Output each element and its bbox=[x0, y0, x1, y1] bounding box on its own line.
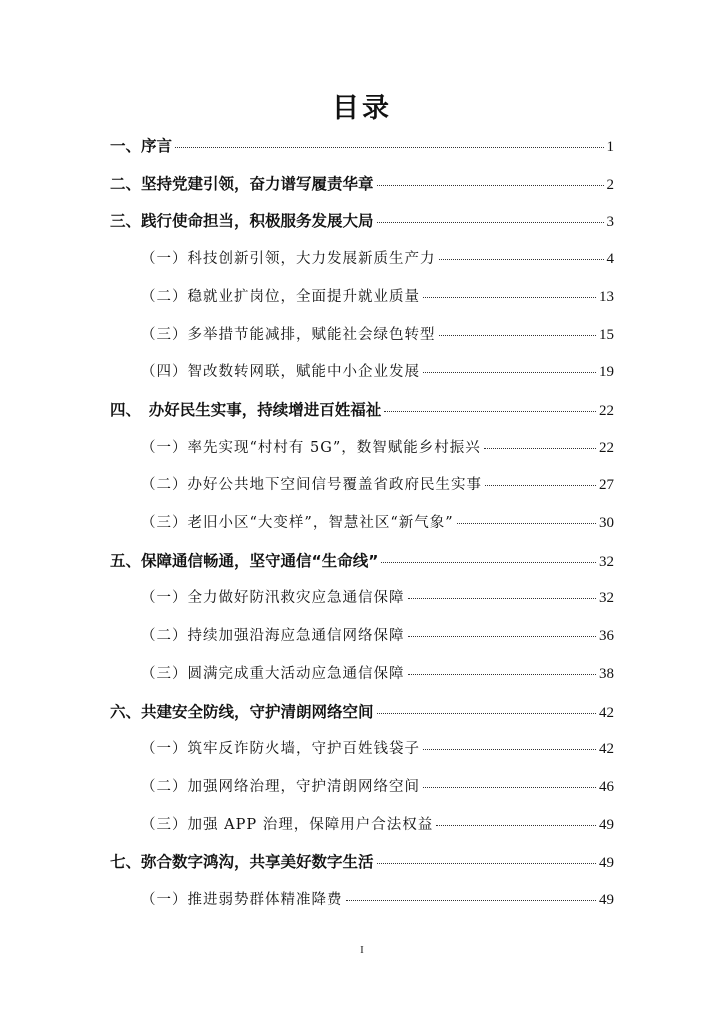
toc-section-entry[interactable] bbox=[110, 134, 614, 158]
toc-page-number: 22 bbox=[599, 402, 614, 419]
toc-dot-leader bbox=[377, 184, 604, 186]
toc-subsection-entry[interactable] bbox=[141, 813, 614, 837]
toc-subsection-entry[interactable] bbox=[141, 436, 614, 460]
toc-entry-text: （一）推进弱势群体精准降费 bbox=[141, 892, 343, 908]
toc-page-number: 19 bbox=[599, 364, 614, 381]
toc-subsection-entry[interactable] bbox=[141, 737, 614, 761]
toc-subsection-entry[interactable] bbox=[141, 473, 614, 497]
toc-entry-text: （四）智改数转网联，赋能中小企业发展 bbox=[141, 364, 420, 381]
toc-subsection-entry[interactable] bbox=[141, 624, 614, 648]
toc-subsection-entry[interactable] bbox=[141, 662, 614, 686]
toc-page-number: 15 bbox=[599, 326, 614, 343]
toc-section-entry[interactable] bbox=[110, 850, 614, 874]
toc-entry-text: （一）率先实现“村村有 5G”，数智赋能乡村振兴 bbox=[141, 439, 481, 456]
toc-dot-leader bbox=[423, 296, 596, 298]
toc-page-number: 36 bbox=[599, 628, 614, 645]
page-title: 目录 bbox=[332, 93, 392, 124]
toc-page-number: 3 bbox=[606, 214, 614, 231]
toc-subsection-entry[interactable] bbox=[141, 247, 614, 271]
toc-entry-text: （一）全力做好防汛救灾应急通信保障 bbox=[141, 590, 405, 607]
toc-entry-text: 二、坚持党建引领，奋力谱写履责华章 bbox=[110, 174, 374, 193]
toc-dot-leader bbox=[423, 371, 596, 373]
toc-page-number: 49 bbox=[599, 816, 614, 833]
toc-dot-leader bbox=[408, 673, 597, 675]
toc-subsection-entry[interactable] bbox=[141, 323, 614, 347]
toc-entry-text: 七、弥合数字鸿沟，共享美好数字生活 bbox=[110, 853, 374, 872]
toc-dot-leader bbox=[423, 786, 596, 788]
toc-dot-leader bbox=[346, 899, 597, 901]
toc-dot-leader bbox=[408, 597, 597, 599]
toc-dot-leader bbox=[384, 410, 596, 412]
toc-page-number: 42 bbox=[599, 704, 614, 721]
toc-subsection-entry[interactable] bbox=[141, 775, 614, 799]
toc-entry-text: （三）老旧小区“大变样”，智慧社区“新气象” bbox=[141, 515, 454, 531]
toc-subsection-entry[interactable] bbox=[141, 888, 614, 912]
toc-entry-text: （一）科技创新引领，大力发展新质生产力 bbox=[141, 251, 436, 268]
toc-entry-text: （一）筑牢反诈防火墙，守护百姓钱袋子 bbox=[141, 741, 420, 758]
toc-page-number: 22 bbox=[599, 439, 614, 456]
toc-dot-leader bbox=[439, 334, 597, 336]
toc-entry-text: 六、共建安全防线，守护清朗网络空间 bbox=[110, 702, 374, 721]
toc-section-entry[interactable] bbox=[110, 172, 614, 196]
toc-section-entry[interactable] bbox=[110, 549, 614, 573]
toc-dot-leader bbox=[457, 522, 596, 524]
toc-page-number: 13 bbox=[599, 288, 614, 305]
toc-dot-leader bbox=[423, 748, 596, 750]
toc-dot-leader bbox=[377, 862, 596, 864]
toc-entry-text: （三）圆满完成重大活动应急通信保障 bbox=[141, 665, 405, 682]
toc-dot-leader bbox=[381, 561, 596, 563]
footer-page-number: I bbox=[360, 944, 364, 956]
toc-page-number: 2 bbox=[606, 176, 614, 193]
toc-page-number: 38 bbox=[599, 665, 614, 682]
toc-entry-text: （三）加强 APP 治理，保障用户合法权益 bbox=[141, 816, 434, 833]
toc-dot-leader bbox=[408, 635, 597, 637]
toc-section-entry[interactable] bbox=[110, 398, 614, 422]
toc-entry-text: （三）多举措节能减排，赋能社会绿色转型 bbox=[141, 326, 436, 343]
toc-entry-text: 五、保障通信畅通，坚守通信“生命线” bbox=[110, 551, 379, 570]
toc-dot-leader bbox=[484, 447, 596, 449]
toc-entry-text: （二）办好公共地下空间信号覆盖省政府民生实事 bbox=[141, 477, 482, 494]
toc-dot-leader bbox=[485, 484, 596, 486]
toc-page-number: 1 bbox=[606, 139, 614, 155]
toc-dot-leader bbox=[436, 824, 596, 826]
toc-page-number: 32 bbox=[599, 590, 614, 607]
toc-section-entry[interactable] bbox=[110, 700, 614, 724]
toc-page-number: 49 bbox=[599, 892, 614, 908]
toc-page-number: 30 bbox=[599, 515, 614, 531]
toc-page-number: 27 bbox=[599, 477, 614, 494]
toc-subsection-entry[interactable] bbox=[141, 285, 614, 309]
toc-subsection-entry[interactable] bbox=[141, 586, 614, 610]
toc-page-number: 4 bbox=[606, 251, 614, 268]
toc-page-number: 42 bbox=[599, 741, 614, 758]
toc-entry-text: 四、 办好民生实事，持续增进百姓福祉 bbox=[110, 400, 382, 419]
toc-section-entry[interactable] bbox=[110, 209, 614, 233]
toc-subsection-entry[interactable] bbox=[141, 360, 614, 384]
toc-entry-text: （二）稳就业扩岗位，全面提升就业质量 bbox=[141, 288, 420, 305]
toc-dot-leader bbox=[377, 712, 596, 714]
toc-page-number: 32 bbox=[599, 553, 614, 570]
toc-subsection-entry[interactable] bbox=[141, 511, 614, 535]
toc-page-number: 46 bbox=[599, 778, 614, 795]
toc-dot-leader bbox=[439, 258, 604, 260]
toc-entry-text: 一、序言 bbox=[110, 137, 173, 155]
toc-page-number: 49 bbox=[599, 855, 614, 872]
toc-entry-text: （二）持续加强沿海应急通信网络保障 bbox=[141, 628, 405, 645]
toc-entry-text: （二）加强网络治理，守护清朗网络空间 bbox=[141, 778, 420, 795]
toc-entry-text: 三、践行使命担当，积极服务发展大局 bbox=[110, 212, 374, 231]
toc-dot-leader bbox=[377, 221, 604, 223]
toc-dot-leader bbox=[175, 146, 603, 148]
